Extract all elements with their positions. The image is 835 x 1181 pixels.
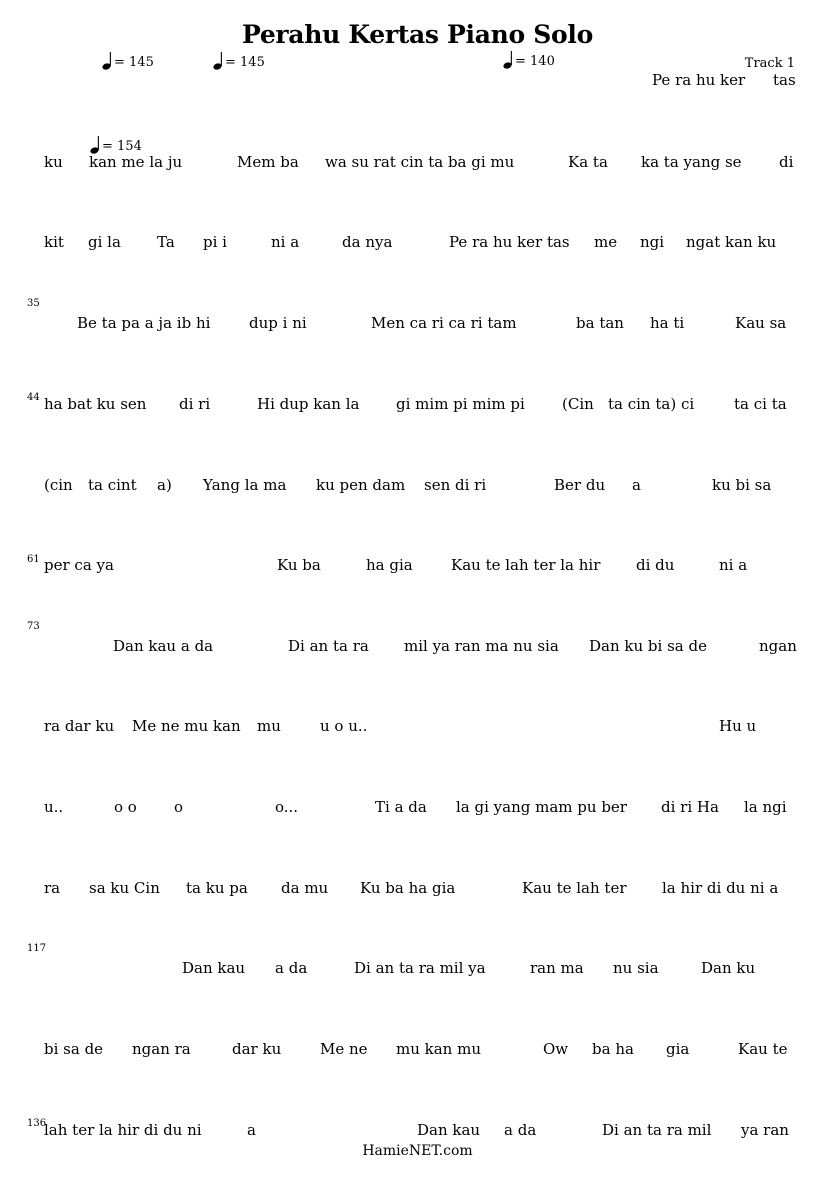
lyric-syllable: ni a xyxy=(719,556,748,574)
lyric-syllable: mil ya ran ma nu sia xyxy=(404,637,559,655)
lyric-syllable: ta cint xyxy=(88,476,137,494)
lyric-syllable: Mem ba xyxy=(237,153,299,171)
lyric-syllable: u.. xyxy=(44,798,64,816)
lyric-syllable: Di an ta ra xyxy=(288,637,369,655)
lyric-line xyxy=(44,153,796,173)
lyric-syllable: mu xyxy=(257,717,281,735)
lyric-syllable: Men ca ri ca ri tam xyxy=(371,314,517,332)
lyric-syllable: di ri xyxy=(179,395,211,413)
lyric-syllable: ha bat ku sen xyxy=(44,395,147,413)
measure-number: 35 xyxy=(27,298,40,309)
lyric-syllable: ba tan xyxy=(576,314,624,332)
lyric-syllable: ya ran xyxy=(741,1121,789,1139)
lyric-syllable: Dan ku xyxy=(701,959,756,977)
lyric-syllable: o o xyxy=(114,798,137,816)
tempo-value: = 145 xyxy=(225,55,265,70)
lyric-syllable: ngat kan ku xyxy=(686,233,777,251)
tempo-value: = 140 xyxy=(515,54,555,69)
lyric-syllable: Dan ku bi sa de xyxy=(589,637,707,655)
lyric-syllable: Be ta pa a ja ib hi xyxy=(77,314,211,332)
lyric-syllable: ta cin ta) ci xyxy=(608,395,695,413)
lyric-syllable: Ka ta xyxy=(568,153,608,171)
measure-number: 44 xyxy=(27,392,40,403)
lyric-syllable: mu kan mu xyxy=(396,1040,481,1058)
lyric-syllable: Pe ra hu ker xyxy=(652,71,746,89)
lyric-syllable: tas xyxy=(773,71,796,89)
lyric-line xyxy=(44,71,796,91)
lyric-line xyxy=(44,1121,796,1141)
lyric-syllable: o xyxy=(174,798,184,816)
lyric-syllable: o... xyxy=(275,798,299,816)
quarter-note-icon xyxy=(213,52,223,70)
lyric-syllable: bi sa de xyxy=(44,1040,104,1058)
quarter-note-icon xyxy=(503,51,513,69)
lyric-syllable: ka ta yang se xyxy=(641,153,742,171)
lyric-syllable: Yang la ma xyxy=(203,476,287,494)
lyric-line xyxy=(44,233,796,253)
lyric-syllable: Me ne mu kan xyxy=(132,717,241,735)
lyric-syllable: sa ku Cin xyxy=(89,879,160,897)
lyric-syllable: me xyxy=(594,233,618,251)
lyric-syllable: gi mim pi mim pi xyxy=(396,395,525,413)
lyric-syllable: Ti a da xyxy=(375,798,427,816)
lyric-syllable: per ca ya xyxy=(44,556,114,574)
lyric-syllable: a da xyxy=(275,959,308,977)
lyric-syllable: Ow xyxy=(543,1040,569,1058)
lyric-syllable: Ber du xyxy=(554,476,606,494)
lyric-syllable: Me ne xyxy=(320,1040,368,1058)
lyric-syllable: Dan kau xyxy=(182,959,246,977)
measure-number: 73 xyxy=(27,621,40,632)
lyric-syllable: Dan kau a da xyxy=(113,637,214,655)
quarter-note-icon xyxy=(102,52,112,70)
lyric-syllable: ngi xyxy=(640,233,665,251)
lyric-syllable: di du xyxy=(636,556,675,574)
lyric-syllable: dar ku xyxy=(232,1040,282,1058)
track-label: Track 1 xyxy=(744,56,795,71)
lyric-syllable: a xyxy=(632,476,641,494)
lyric-syllable: ba ha xyxy=(592,1040,634,1058)
lyric-line xyxy=(44,959,796,979)
lyric-line xyxy=(44,314,796,334)
lyric-syllable: pi i xyxy=(203,233,227,251)
lyric-syllable: gi la xyxy=(88,233,121,251)
lyric-syllable: Kau te xyxy=(738,1040,788,1058)
lyric-syllable: la gi yang mam pu ber xyxy=(456,798,627,816)
tempo-marking xyxy=(90,136,142,154)
lyric-line xyxy=(44,395,796,415)
measure-number: 61 xyxy=(27,554,40,565)
lyric-syllable: di ri Ha xyxy=(661,798,719,816)
lyric-syllable: Dan kau xyxy=(417,1121,481,1139)
lyric-syllable: la ngi xyxy=(744,798,787,816)
lyric-syllable: ngan ra xyxy=(132,1040,191,1058)
lyric-syllable: sen di ri xyxy=(424,476,487,494)
tempo-value: = 154 xyxy=(102,139,142,154)
lyric-syllable: ku bi sa xyxy=(712,476,772,494)
lyric-syllable: a xyxy=(247,1121,256,1139)
lyric-syllable: (cin xyxy=(44,476,73,494)
lyric-syllable: Kau te lah ter xyxy=(522,879,627,897)
lyric-syllable: gia xyxy=(666,1040,690,1058)
tempo-marking xyxy=(213,52,265,70)
lyric-syllable: di xyxy=(779,153,794,171)
lyric-syllable: ku pen dam xyxy=(316,476,406,494)
lyric-syllable: Di an ta ra mil xyxy=(602,1121,712,1139)
lyric-syllable: ra xyxy=(44,879,61,897)
tempo-value: = 145 xyxy=(114,55,154,70)
footer-credit: HamieNET.com xyxy=(362,1143,473,1159)
lyric-syllable: a) xyxy=(157,476,172,494)
lyric-line xyxy=(44,879,796,899)
lyric-syllable: Hi dup kan la xyxy=(257,395,360,413)
lyric-syllable: a da xyxy=(504,1121,537,1139)
lyric-syllable: ra dar ku xyxy=(44,717,115,735)
lyric-syllable: Kau te lah ter la hir xyxy=(451,556,601,574)
lyric-line xyxy=(44,1040,796,1060)
lyric-syllable: ran ma xyxy=(530,959,584,977)
tempo-marking xyxy=(503,51,555,69)
measure-number: 136 xyxy=(27,1118,47,1129)
lyric-syllable: ta ci ta xyxy=(734,395,787,413)
lyric-syllable: ni a xyxy=(271,233,300,251)
lyric-syllable: ta ku pa xyxy=(186,879,248,897)
lyric-syllable: dup i ni xyxy=(249,314,307,332)
lyric-syllable: Kau sa xyxy=(735,314,787,332)
lyric-syllable: ngan xyxy=(759,637,797,655)
lyric-syllable: ha gia xyxy=(366,556,413,574)
lyric-line xyxy=(44,476,796,496)
lyric-syllable: da nya xyxy=(342,233,393,251)
lyric-syllable: Ku ba xyxy=(277,556,321,574)
lyric-syllable: da mu xyxy=(281,879,329,897)
lyric-syllable: (Cin xyxy=(562,395,594,413)
lyric-syllable: Hu u xyxy=(719,717,757,735)
lyric-line xyxy=(44,637,796,657)
lyric-syllable: ku xyxy=(44,153,63,171)
lyric-syllable: wa su rat cin ta ba gi mu xyxy=(325,153,515,171)
lyric-line xyxy=(44,717,796,737)
lyric-syllable: Pe ra hu ker tas xyxy=(449,233,570,251)
lyric-syllable: Ta xyxy=(157,233,175,251)
tempo-marking xyxy=(102,52,154,70)
lyric-syllable: Ku ba ha gia xyxy=(360,879,456,897)
lyric-syllable: Di an ta ra mil ya xyxy=(354,959,486,977)
lyric-syllable: ha ti xyxy=(650,314,685,332)
measure-number: 117 xyxy=(27,943,47,954)
lyric-syllable: lah ter la hir di du ni xyxy=(44,1121,202,1139)
lyric-syllable: kit xyxy=(44,233,64,251)
lyric-syllable: kan me la ju xyxy=(89,153,183,171)
lyric-syllable: la hir di du ni a xyxy=(662,879,779,897)
quarter-note-icon xyxy=(90,136,100,154)
lyric-syllable: nu sia xyxy=(613,959,659,977)
lyric-syllable: u o u.. xyxy=(320,717,368,735)
lyric-line xyxy=(44,556,796,576)
lyric-line xyxy=(44,798,796,818)
page-title: Perahu Kertas Piano Solo xyxy=(242,20,593,49)
